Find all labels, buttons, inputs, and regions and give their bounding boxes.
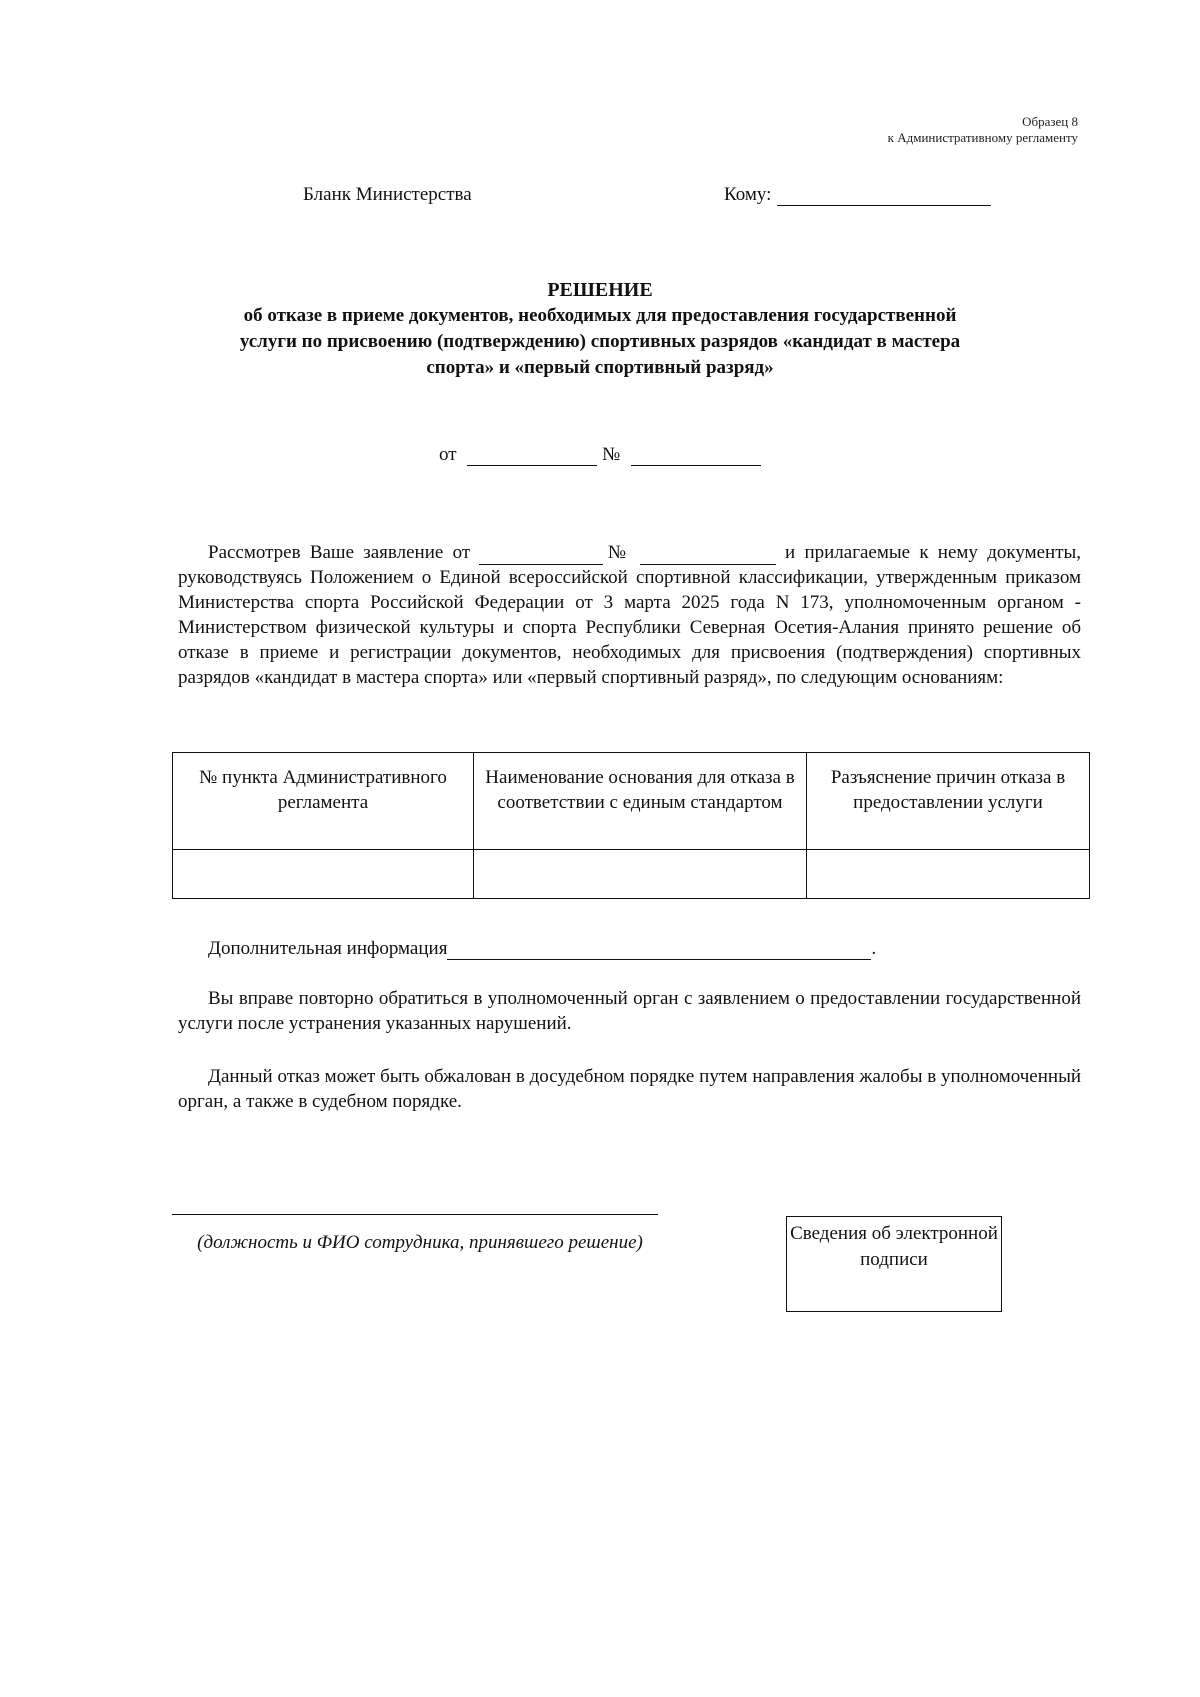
paragraph-reapply-text: Вы вправе повторно обратиться в уполномоченный орган с заявлением о предоставлении государственной услуги после устранения указанных нарушений.: [178, 988, 1081, 1034]
additional-info-end: .: [871, 938, 877, 959]
document-title: [170, 277, 1030, 381]
additional-info-label: Дополнительная информация: [208, 938, 448, 959]
signature-caption: (должность и ФИО сотрудника, принявшего решение): [197, 1232, 643, 1253]
p1-rest-first: и прилагаемые к нему: [785, 542, 978, 563]
title-line-3: спорта» и «первый спортивный разряд»: [426, 357, 774, 378]
table-cell-paragraph-number[interactable]: [173, 850, 474, 899]
title-line-2: услуги по присвоению (подтверждению) спортивных разрядов «кандидат в мастера: [239, 331, 961, 352]
recipient-blank-line[interactable]: [777, 187, 991, 206]
recipient-label: Кому:: [724, 184, 772, 205]
p1-start: Рассмотрев Ваше заявление от: [208, 542, 471, 563]
decision-number-blank[interactable]: [631, 447, 761, 466]
additional-info-line: [208, 938, 876, 960]
additional-info-blank[interactable]: [447, 941, 871, 960]
p1-number-label: №: [603, 542, 631, 563]
paragraph-appeal: [178, 1064, 1081, 1114]
ministry-blank-label: Бланк Министерства: [303, 184, 472, 205]
decision-date-number-line: [0, 444, 1200, 466]
sample-reference: [888, 114, 1078, 146]
paragraph-reapply: [178, 986, 1081, 1036]
application-number-blank[interactable]: [640, 546, 776, 565]
sample-label: Образец 8: [1022, 114, 1078, 129]
decision-date-blank[interactable]: [467, 447, 597, 466]
paragraph-appeal-text: Данный отказ может быть обжалован в досудебном порядке путем направления жалобы в уполномоченный орган, а также в судебном порядке.: [178, 1066, 1081, 1112]
date-from-label: от: [439, 444, 457, 465]
electronic-signature-box: Сведения об электронной подписи: [786, 1216, 1002, 1312]
sample-sublabel: к Административному регламенту: [887, 130, 1078, 145]
p1-rest: документы, руководствуясь Положением о Единой всероссийской спортивной классификации, утвержденным приказом Министерства спорта Российской Федерации от 3 марта 2025 года N 173, уполномоченным органом - Министерством физической культуры и спорта Республики Северная Осетия-Алания принято решение об отказе в приеме и регистрации документов, необходимых для присвоения (подтверждения) спортивных разрядов «кандидат в мастера спорта» или «первый спортивный разряд», по следующим основаниям:: [178, 542, 1082, 688]
col-header-refusal-basis: Наименование основания для отказа в соответствии с единым стандартом: [474, 753, 807, 850]
col-header-refusal-explanation: Разъяснение причин отказа в предоставлении услуги: [807, 753, 1090, 850]
signature-line[interactable]: [172, 1214, 658, 1215]
col-header-paragraph-number: № пункта Административного регламента: [173, 753, 474, 850]
application-date-blank[interactable]: [479, 546, 603, 565]
table-header-row: [173, 753, 1090, 850]
title-line-1: об отказе в приеме документов, необходимых для предоставления государственной: [243, 305, 957, 326]
title-main: РЕШЕНИЕ: [547, 279, 653, 301]
table-cell-refusal-basis[interactable]: [474, 850, 807, 899]
refusal-reasons-table: [172, 752, 1090, 899]
paragraph-decision-basis: [178, 540, 1081, 690]
number-label: №: [602, 444, 621, 465]
table-cell-refusal-explanation[interactable]: [807, 850, 1090, 899]
recipient-field: [724, 184, 991, 206]
table-row: [173, 850, 1090, 899]
